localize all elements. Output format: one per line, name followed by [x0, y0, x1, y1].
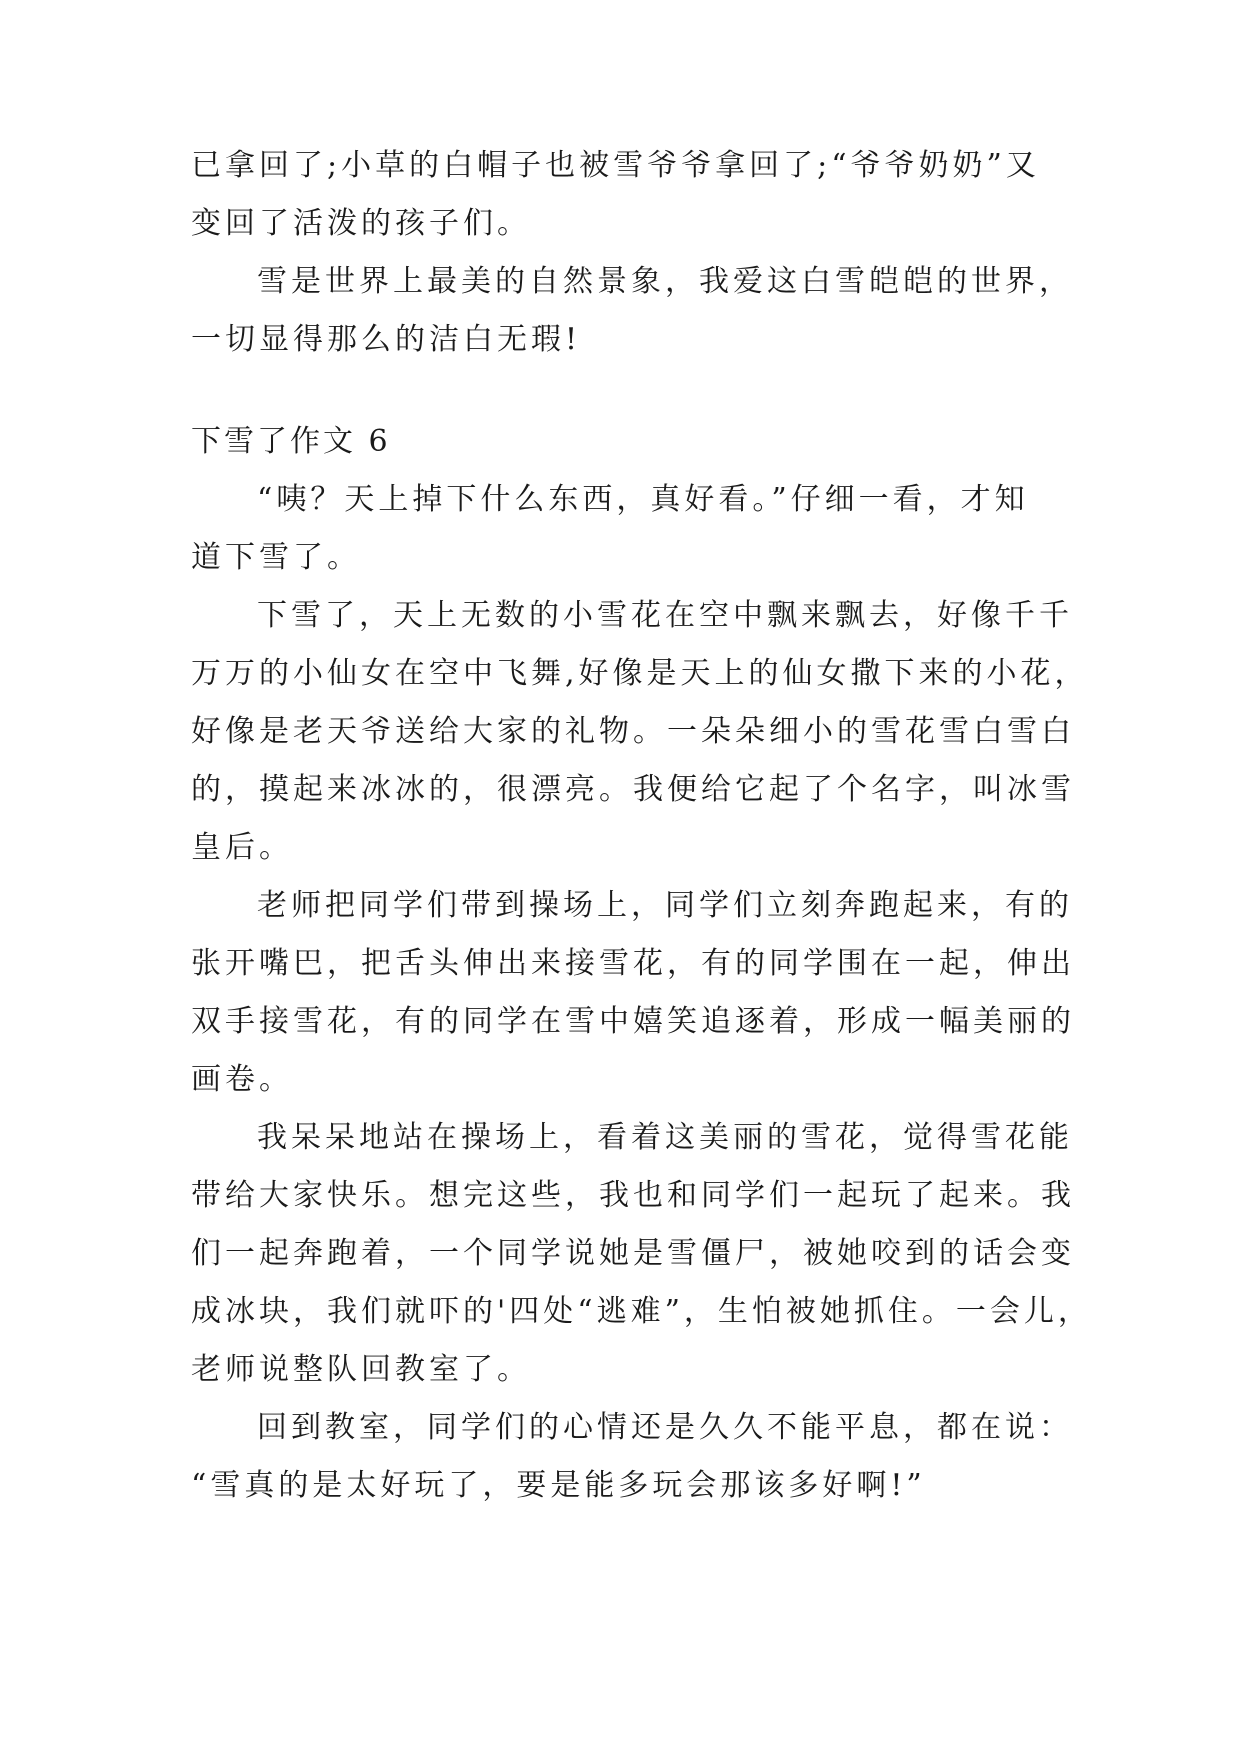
paragraph-line: 回到教室，同学们的心情还是久久不能平息，都在说： — [257, 1410, 1073, 1445]
paragraph-line: 变回了活泼的孩子们。 — [191, 206, 531, 241]
paragraph-line: “雪真的是太好玩了，要是能多玩会那该多好啊!” — [191, 1468, 926, 1503]
paragraph-line: 下雪了，天上无数的小雪花在空中飘来飘去，好像千千 — [257, 598, 1073, 633]
paragraph-line: 好像是老天爷送给大家的礼物。一朵朵细小的雪花雪白雪白 — [191, 714, 1075, 749]
paragraph-line: 画卷。 — [191, 1062, 293, 1097]
paragraph-line: 皇后。 — [191, 830, 293, 865]
paragraph-line: 们一起奔跑着，一个同学说她是雪僵尸，被她咬到的话会变 — [191, 1236, 1075, 1271]
paragraph-line: 我呆呆地站在操场上，看着这美丽的雪花，觉得雪花能 — [257, 1120, 1073, 1155]
essay-title: 下雪了作文 6 — [191, 424, 391, 459]
paragraph-line: 双手接雪花，有的同学在雪中嬉笑追逐着，形成一幅美丽的 — [191, 1004, 1075, 1039]
paragraph-line: 道下雪了。 — [191, 540, 361, 575]
paragraph-line: 雪是世界上最美的自然景象，我爱这白雪皑皑的世界， — [257, 264, 1073, 299]
paragraph-line: 老师说整队回教室了。 — [191, 1352, 531, 1387]
paragraph-line: 老师把同学们带到操场上，同学们立刻奔跑起来，有的 — [257, 888, 1073, 923]
paragraph-line: 带给大家快乐。想完这些，我也和同学们一起玩了起来。我 — [191, 1178, 1075, 1213]
paragraph-line: 的，摸起来冰冰的，很漂亮。我便给它起了个名字，叫冰雪 — [191, 772, 1075, 807]
paragraph-line: 一切显得那么的洁白无瑕! — [191, 322, 582, 357]
paragraph-line: “咦？天上掉下什么东西，真好看。”仔细一看，才知 — [257, 482, 1029, 517]
paragraph-line: 成冰块，我们就吓的'四处“逃难”，生怕被她抓住。一会儿， — [191, 1294, 1092, 1329]
paragraph-line: 万万的小仙女在空中飞舞,好像是天上的仙女撒下来的小花， — [191, 656, 1089, 691]
paragraph-line: 张开嘴巴，把舌头伸出来接雪花，有的同学围在一起，伸出 — [191, 946, 1075, 981]
paragraph-line: 已拿回了;小草的白帽子也被雪爷爷拿回了;“爷爷奶奶”又 — [191, 148, 1040, 183]
